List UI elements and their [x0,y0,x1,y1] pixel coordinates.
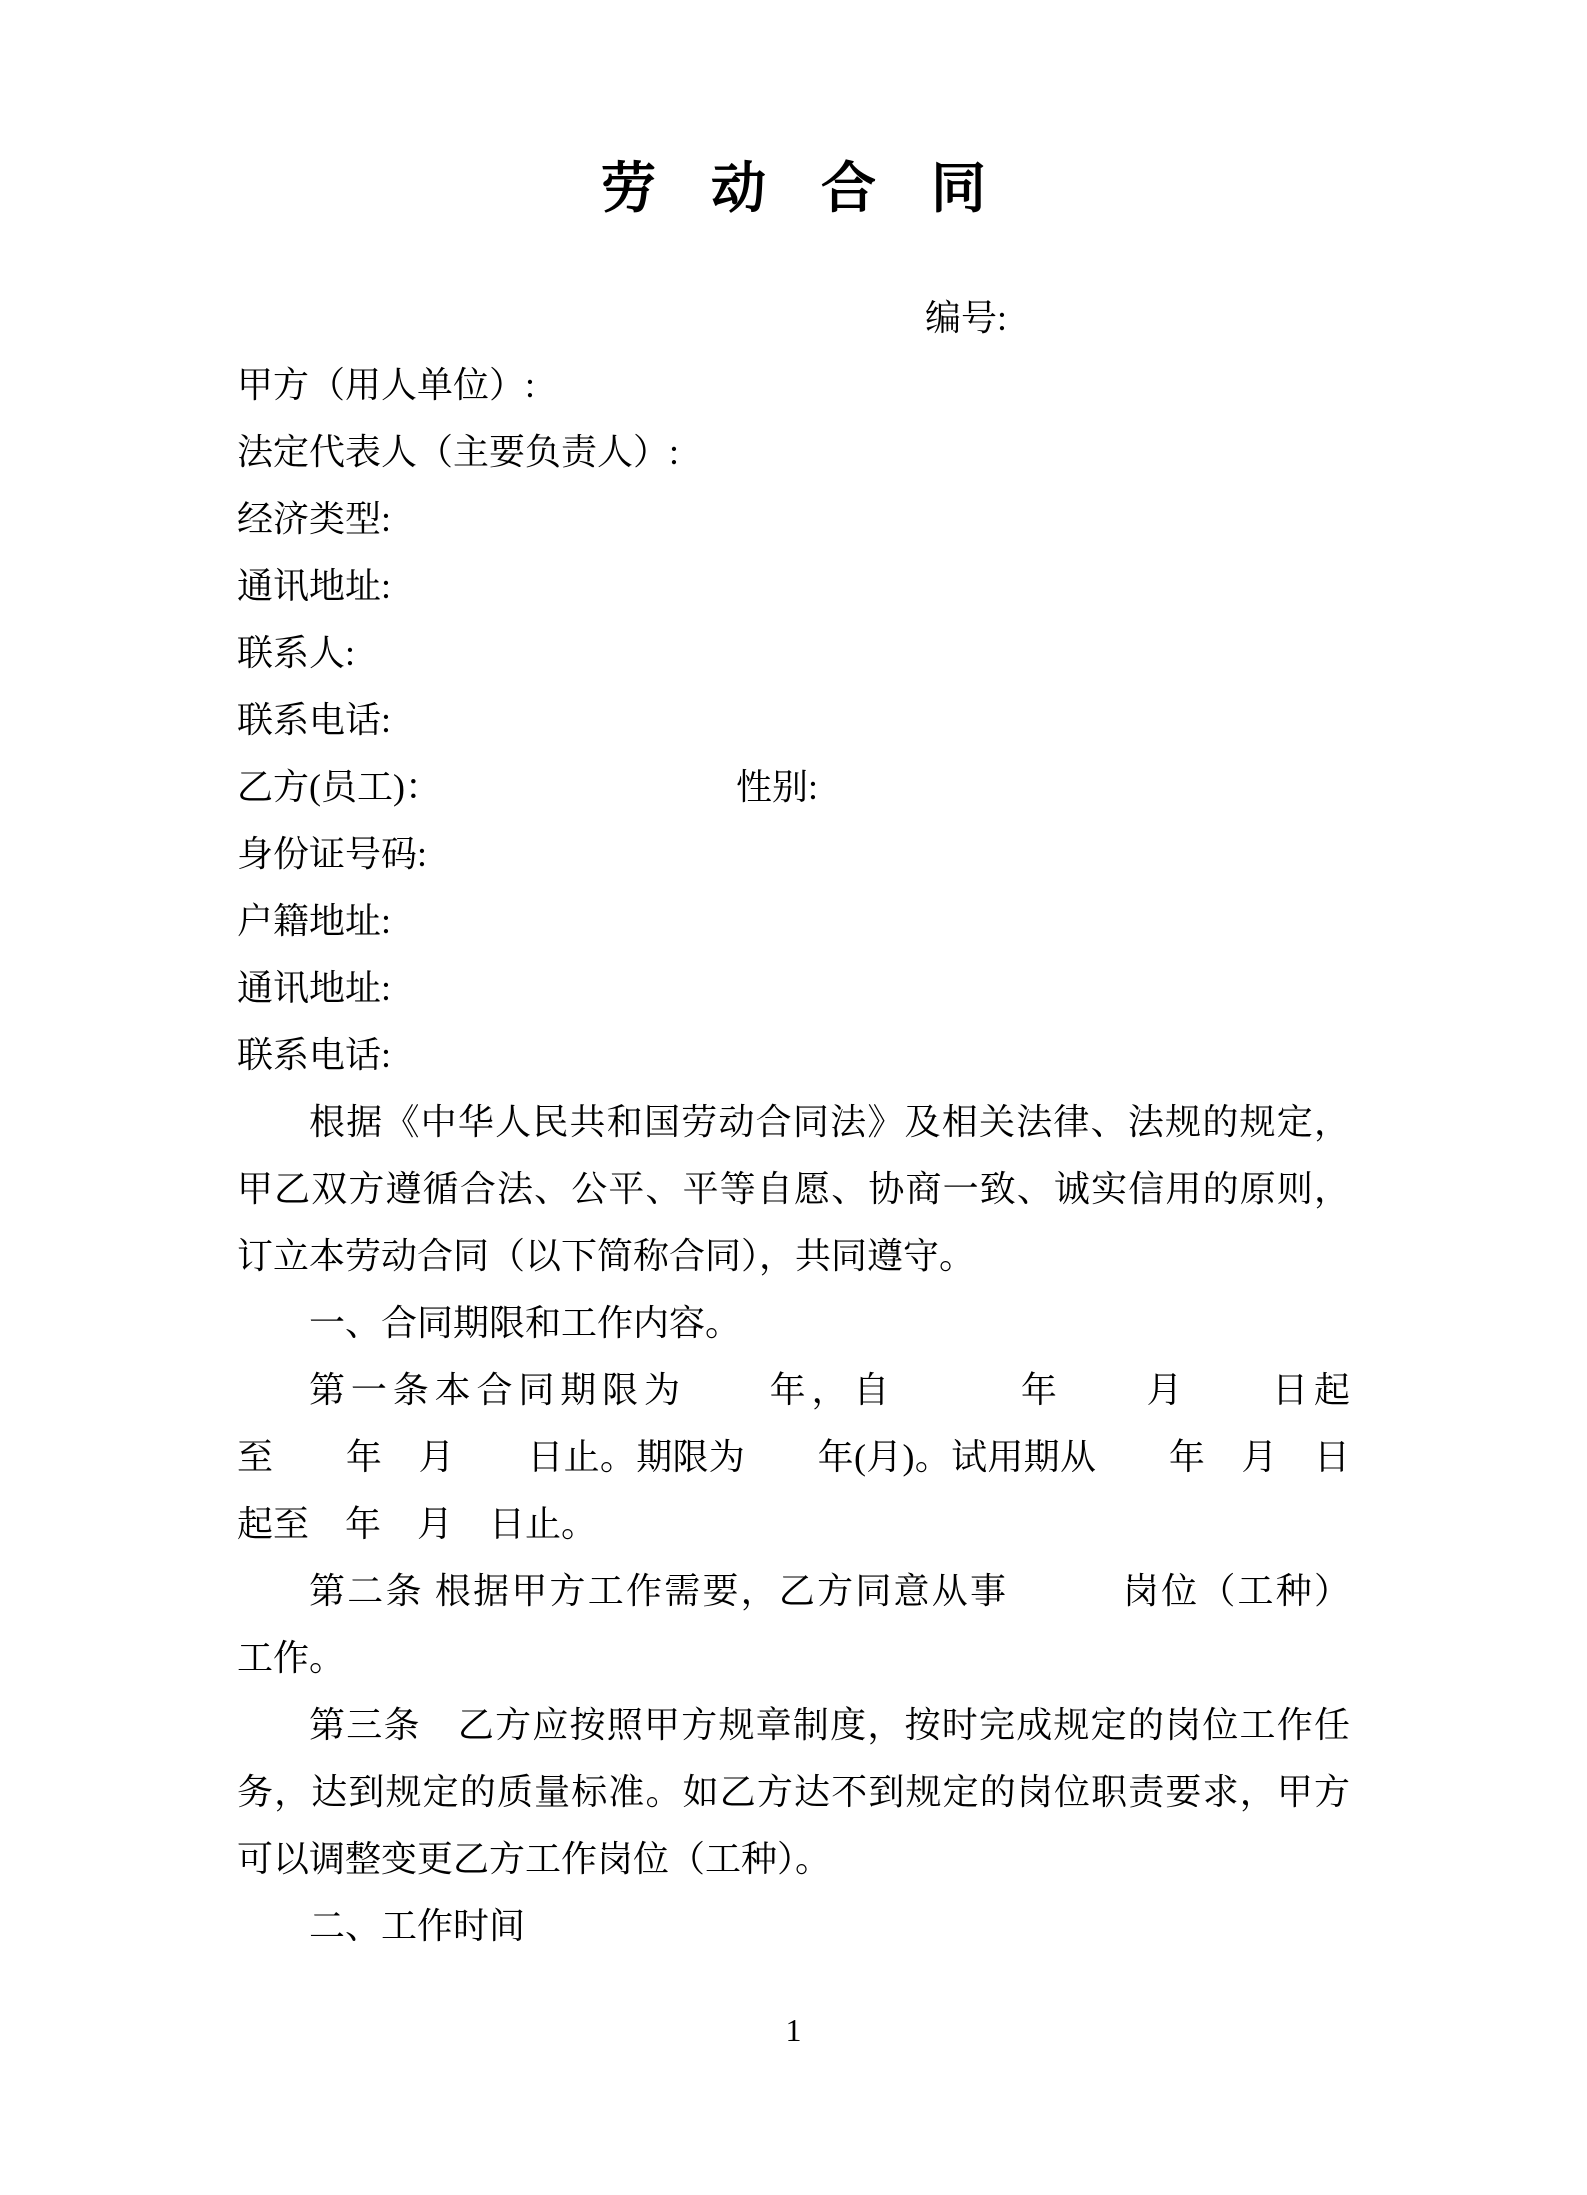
clause-3-line-2: 务，达到规定的质量标准。如乙方达不到规定的岗位职责要求，甲方 [237,1772,1350,1812]
party-b-employee-label: 乙方(员工)： [237,767,441,807]
party-b-mailing-address-label: 通讯地址: [237,968,392,1008]
party-a-mailing-address-label: 通讯地址: [237,566,392,606]
section-1-heading: 一、合同期限和工作内容。 [309,1303,742,1343]
preamble-line-2: 甲乙双方遵循合法、公平、平等自愿、协商一致、诚实信用的原则， [237,1169,1350,1209]
clause-1-line-1: 第一条本合同期限为 年，自 年 月 日起 [309,1370,1350,1410]
preamble-line-3: 订立本劳动合同（以下简称合同），共同遵守。 [237,1236,976,1276]
clause-3-line-3: 可以调整变更乙方工作岗位（工种）。 [237,1839,832,1879]
party-a-legal-rep-label: 法定代表人（主要负责人）: [237,432,680,472]
clause-1-line-3: 起至 年 月 日止。 [237,1504,598,1544]
party-b-phone-label: 联系电话: [237,1035,392,1075]
party-b-row [237,754,1350,821]
party-a-employer-label: 甲方（用人单位）: [237,365,536,405]
serial-number-label: 编号: [925,298,1008,338]
party-a-phone-label: 联系电话: [237,700,392,740]
page-number: 1 [785,2012,802,2048]
clause-2-line-2: 工作。 [237,1638,346,1678]
clause-1-line-2: 至 年 月 日止。期限为 年(月)。试用期从 年 月 日 [237,1437,1350,1477]
party-a-economic-type-label: 经济类型: [237,499,392,539]
clause-3-line-1: 第三条 乙方应按照甲方规章制度，按时完成规定的岗位工作任 [309,1705,1350,1745]
preamble-line-1: 根据《中华人民共和国劳动合同法》及相关法律、法规的规定， [309,1102,1350,1142]
section-2-heading: 二、工作时间 [309,1906,526,1946]
party-b-gender-label: 性别: [735,767,818,807]
party-a-contact-person-label: 联系人: [237,633,356,673]
party-b-id-number-label: 身份证号码: [237,834,428,874]
clause-2-line-1: 第二条 根据甲方工作需要，乙方同意从事 岗位（工种） [309,1571,1350,1611]
contract-title: 劳 动 合 同 [600,158,986,219]
party-b-registered-address-label: 户籍地址: [237,901,392,941]
